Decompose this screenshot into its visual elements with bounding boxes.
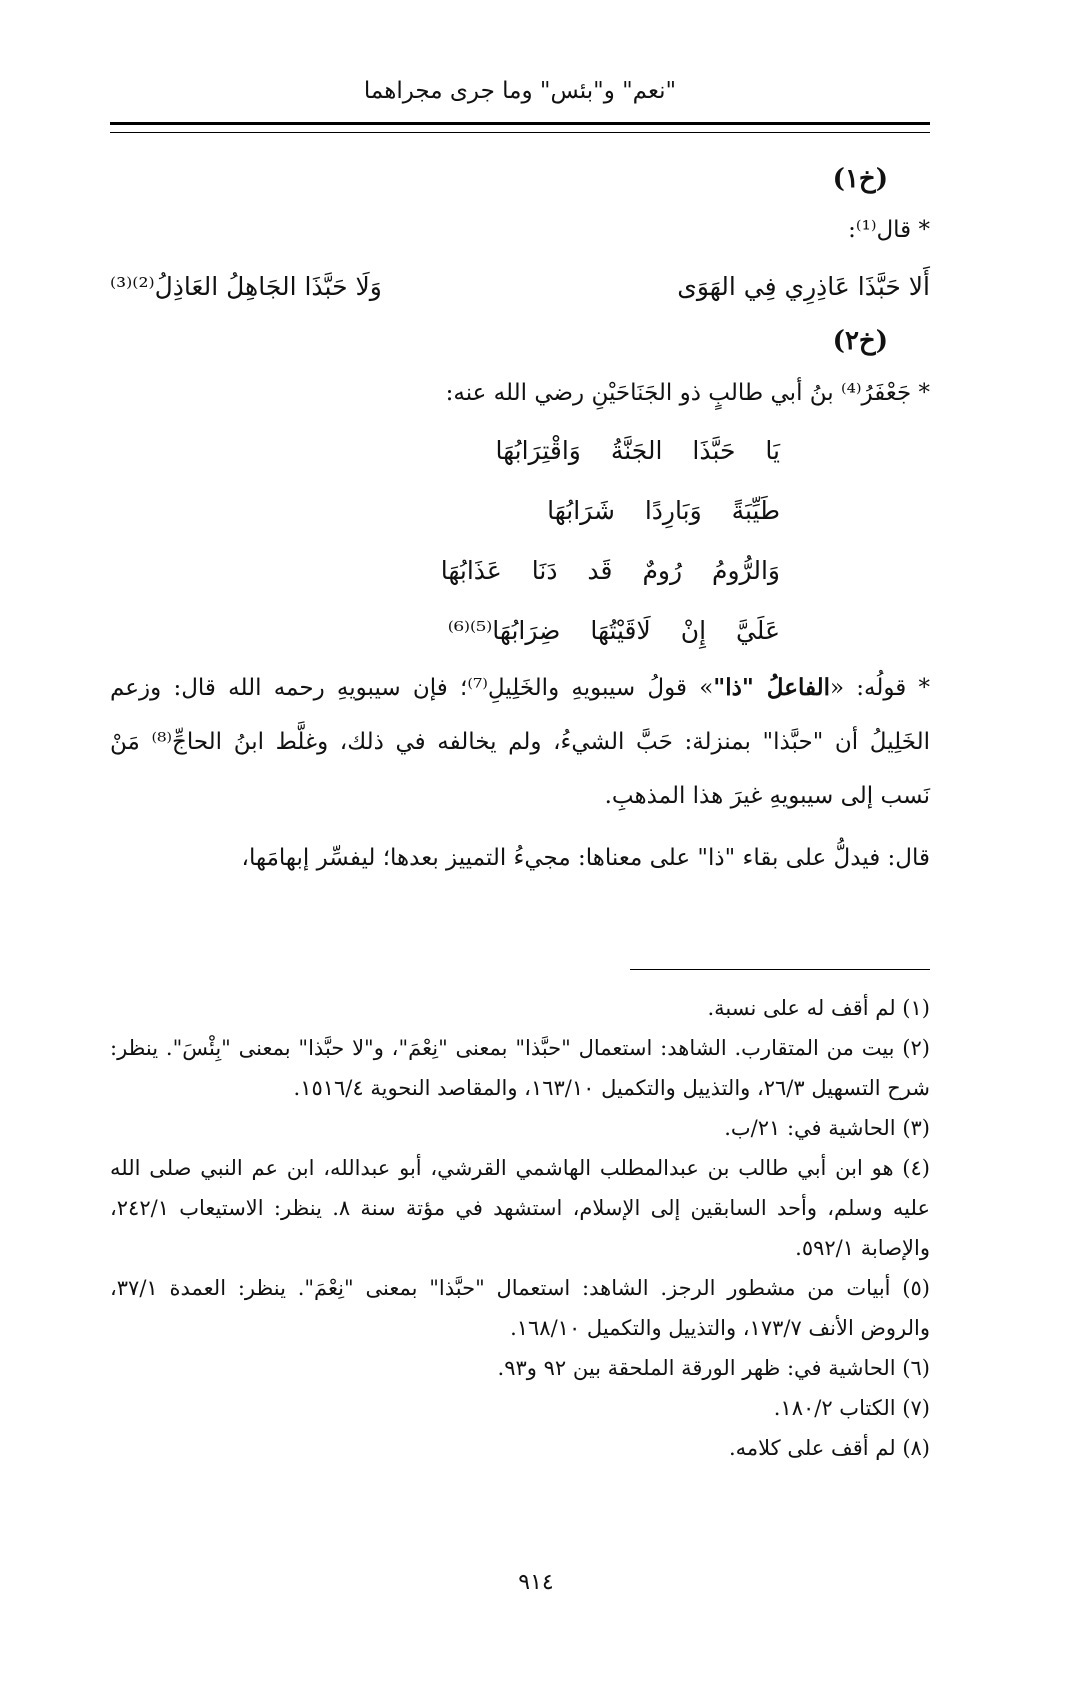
footnote: (٣) الحاشية في: ٢١/ب. [724,1116,930,1140]
verse-1-first-half: أَلا حَبَّذَا عَاذِرِي فِي الهَوَى [677,272,930,301]
paragraph-1 [110,661,930,823]
section-marker-kh1: (خ١) [832,164,888,194]
para1-bold-term: الفاعلُ "ذا" [713,674,830,701]
rajaz-line: وَالرُّومُ رُومٌ قَد دَنَا عَذَابُهَا [440,556,780,585]
footnote: (١) لم أقف له على نسبة. [707,996,930,1020]
para1-rest: » قولُ سيبويهِ والخَلِيلِ⁽⁷⁾؛ فإن سيبويهِ رحمه الله قال: وزعم الخَلِيلُ أن "حبَّذا" بمنزلة: حَبَّ الشيءُ، ولم يخالفه في ذلك، وغلَّط ابنُ الحاجِّ⁽⁸⁾ مَنْ نَسب إلى سيبويهِ غيرَ هذا المذهبِ. [110,675,930,809]
footnote: (٢) بيت من المتقارب. الشاهد: استعمال "حبَّذا" بمعنى "نِعْمَ"، و"لا حبَّذا" بمعنى "بِئْسَ". ينظر: شرح التسهيل ٢٦/٣، والتذييل والتكميل ١٦٣/١٠، والمقاصد النحوية ١٥١٦/٤. [110,1036,930,1100]
para1-prefix: * قولُه: « [829,675,930,701]
rajaz-line: طَيِّبَةً وَبَارِدًا شَرَابُهَا [547,496,780,525]
qal-line: * قال⁽¹⁾: [848,217,930,243]
running-head: "نعم" و"بئس" وما جرى مجراهما [363,78,677,104]
footnote: (٦) الحاشية في: ظهر الورقة الملحقة بين ٩٢ و٩٣. [497,1356,930,1380]
main-text [110,155,930,885]
jafar-line: * جَعْفَرُ⁽⁴⁾ بنُ أبي طالبٍ ذو الجَنَاحَيْنِ رضي الله عنه: [445,380,930,406]
rajaz-line: يَا حَبَّذَا الجَنَّةُ وَاقْتِرَابُهَا [495,436,780,465]
footnote-separator [630,969,930,970]
section-marker-kh2: (خ٢) [832,326,888,356]
footnote: (٤) هو ابن أبي طالب بن عبدالمطلب الهاشمي القرشي، أبو عبدالله، ابن عم النبي صلى الله عليه وسلم، وأحد السابقين إلى الإسلام، استشهد في مؤتة سنة ٨. ينظر: الاستيعاب ٢٤٢/١، والإصابة ٥٩٢/١. [110,1156,930,1260]
footnote: (٧) الكتاب ١٨٠/٢. [773,1396,930,1420]
rajaz-line: عَلَيَّ إِنْ لَاقَيْتُهَا ضِرَابُهَا⁽⁵⁾⁽⁶⁾ [447,616,780,645]
rajaz-verses [420,421,780,661]
header-rule-thick [110,122,930,125]
verse-1-second-half: وَلَا حَبَّذَا الجَاهِلُ العَاذِلُ⁽²⁾⁽³⁾ [110,272,382,301]
footnotes [110,988,930,1468]
header-rule-thin [110,132,930,133]
paragraph-2: قال: فيدلُّ على بقاء "ذا" على معناها: مجيءُ التمييز بعدها؛ ليفسِّر إبهامَها، [241,845,930,871]
verse-1 [110,257,930,317]
footnote: (٥) أبيات من مشطور الرجز. الشاهد: استعمال "حبَّذا" بمعنى "نِعْمَ". ينظر: العمدة ٣٧/١، والروض الأنف ١٧٣/٧، والتذييل والتكميل ١٦٨/١٠. [110,1276,930,1340]
footnote: (٨) لم أقف على كلامه. [728,1436,930,1460]
page-number: ٩١٤ [518,1570,554,1595]
